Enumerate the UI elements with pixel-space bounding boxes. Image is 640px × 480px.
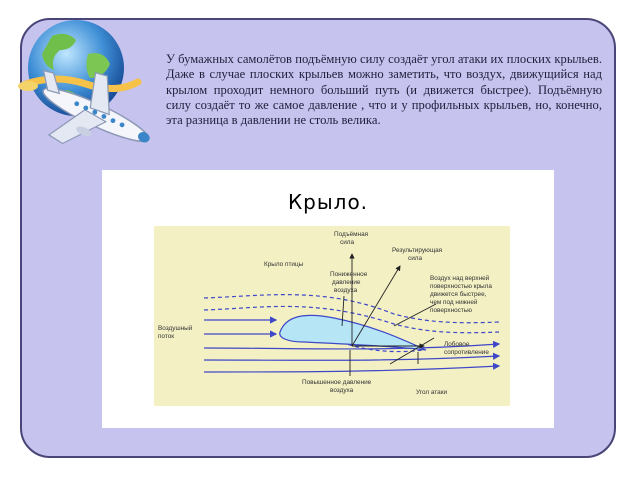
label-drag-2: сопротивление bbox=[444, 349, 489, 356]
label-high-pressure-2: воздуха bbox=[330, 387, 354, 394]
label-air-flow-2: поток bbox=[158, 333, 175, 340]
label-lift-2: сила bbox=[340, 239, 355, 246]
globe-airplane-icon bbox=[4, 14, 164, 164]
label-air-flow: Воздушный bbox=[158, 325, 193, 332]
label-upper-air-2: поверхностью крыла bbox=[430, 283, 492, 290]
label-upper-air-5: поверхностью bbox=[430, 307, 472, 314]
label-resultant: Результирующая bbox=[392, 247, 443, 254]
label-bird-wing: Крыло птицы bbox=[264, 261, 304, 268]
label-attack-angle: Угол атаки bbox=[416, 389, 448, 396]
label-resultant-2: сила bbox=[408, 255, 423, 262]
label-low-pressure-3: воздуха bbox=[334, 287, 358, 294]
label-high-pressure: Повышенное давление bbox=[302, 379, 372, 386]
body-paragraph: У бумажных самолётов подъёмную силу создаёт угол атаки их плоских крыльев. Даже в случае плоских крыльев можно заметить, что воздух, движущийся над крылом проходит немного больший путь (и движется быстрее). Подъёмную силу создаёт то же самое давление , что и у профильных крыльев, но, конечно, эта разница в давлении не столь велика. bbox=[166, 52, 602, 128]
figure-title: Крыло. bbox=[287, 190, 369, 214]
wing-diagram bbox=[154, 226, 510, 406]
label-low-pressure-2: давление bbox=[332, 279, 361, 286]
label-upper-air: Воздух над верхней bbox=[430, 275, 490, 282]
label-upper-air-4: чем под нижней bbox=[430, 299, 478, 306]
label-drag: Лобовое bbox=[444, 341, 470, 348]
label-low-pressure: Пониженное bbox=[330, 271, 368, 278]
label-lift: Подъёмная bbox=[334, 231, 369, 238]
label-upper-air-3: движется быстрее, bbox=[430, 291, 487, 298]
wing-figure bbox=[102, 170, 554, 428]
